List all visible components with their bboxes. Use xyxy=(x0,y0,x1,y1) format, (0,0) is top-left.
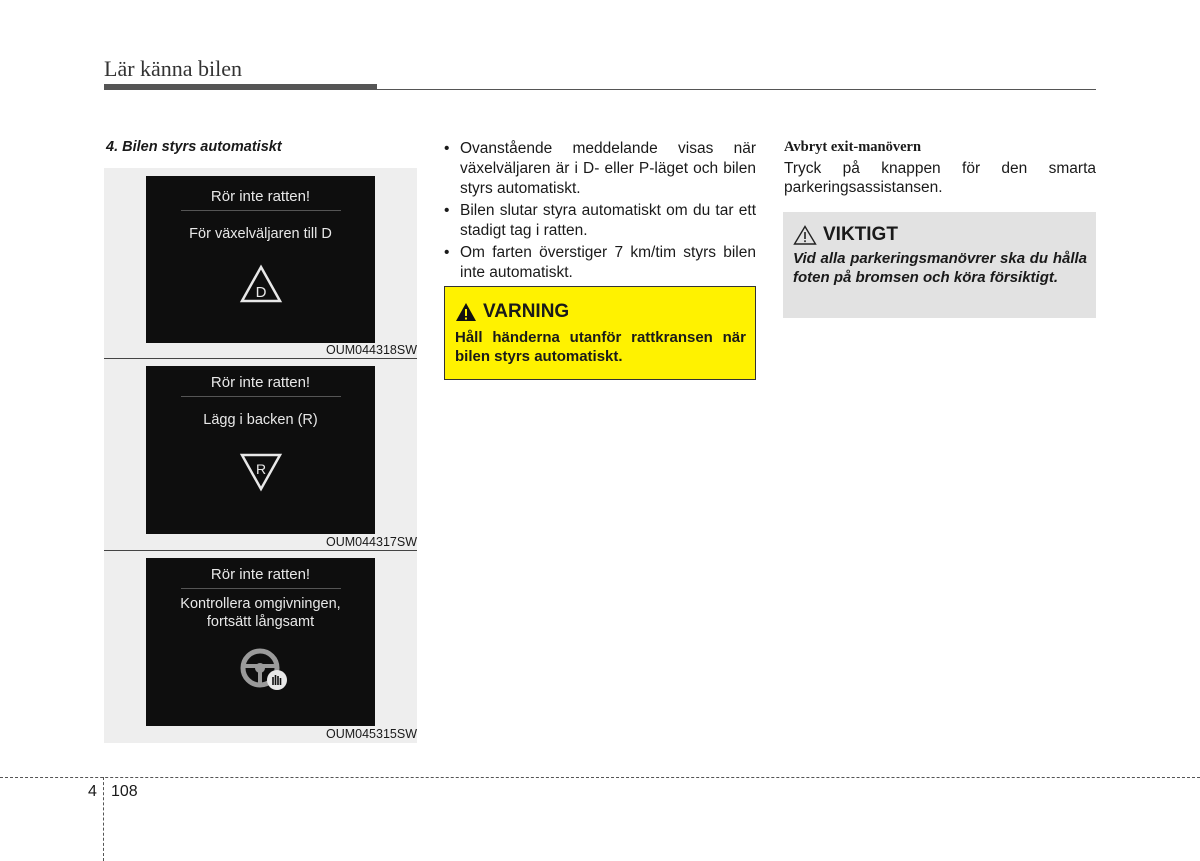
caution-icon xyxy=(793,225,817,245)
header-rule-thin xyxy=(377,89,1096,90)
screen-divider xyxy=(181,210,341,211)
warning-title: VARNING xyxy=(483,301,570,322)
screen-message: För växelväljaren till D xyxy=(189,226,332,242)
figure-2 xyxy=(104,359,417,550)
screen-divider xyxy=(181,588,341,589)
figure-caption: OUM044318SW xyxy=(325,343,417,357)
section-title: 4. Bilen styrs automatiskt xyxy=(106,139,282,155)
screen-title: Rör inte ratten! xyxy=(210,374,311,391)
symbol-d: D xyxy=(255,284,267,301)
list-item: • Bilen slutar styra automatiskt om du tar ett stadigt tag i ratten. xyxy=(444,202,756,239)
screen-divider xyxy=(181,396,341,397)
screen-message-line-2: fortsätt långsamt xyxy=(206,614,315,630)
header-rule xyxy=(104,84,377,90)
drive-warning-icon xyxy=(239,264,283,304)
figure-3 xyxy=(104,551,417,743)
cluster-screen-1 xyxy=(146,176,375,343)
figure-caption: OUM044317SW xyxy=(325,535,417,549)
chapter-number: 4 xyxy=(88,783,97,800)
screen-message: Lägg i backen (R) xyxy=(203,412,318,428)
figure-caption: OUM045315SW xyxy=(325,727,417,741)
warning-text: Håll händerna utanför rattkransen när bilen styrs automatiskt. xyxy=(455,329,746,365)
screen-title: Rör inte ratten! xyxy=(210,566,311,583)
abort-heading: Avbryt exit-manövern xyxy=(784,139,922,155)
warning-box xyxy=(444,286,756,380)
reverse-warning-icon xyxy=(239,452,283,492)
notice-box xyxy=(783,212,1096,318)
page-number: 108 xyxy=(111,783,138,800)
list-item: • Om farten överstiger 7 km/tim styrs bilen inte automatiskt. xyxy=(444,244,756,281)
footer-vertical-rule xyxy=(103,777,104,861)
footer-rule xyxy=(0,777,1200,778)
warning-icon xyxy=(455,302,477,322)
header-title: Lär känna bilen xyxy=(104,56,243,81)
screen-title: Rör inte ratten! xyxy=(210,188,311,205)
cluster-screen-3 xyxy=(146,558,375,726)
screen-message-line-1: Kontrollera omgivningen, xyxy=(180,596,341,612)
cluster-screen-2 xyxy=(146,366,375,534)
notice-title: VIKTIGT xyxy=(823,224,898,245)
bullet-list xyxy=(444,139,756,285)
figure-1 xyxy=(104,168,417,358)
list-item: • Ovanstående meddelande visas när växelväljaren är i D- eller P-läget och bilen styrs automatiskt. xyxy=(444,140,756,197)
notice-text: Vid alla parkeringsmanövrer ska du hålla foten på bromsen och köra försiktigt. xyxy=(793,250,1087,286)
abort-text: Tryck på knappen för den smarta parkeringsassistansen. xyxy=(784,160,1096,196)
symbol-r: R xyxy=(255,461,267,477)
steering-wheel-hand-icon xyxy=(236,646,292,694)
